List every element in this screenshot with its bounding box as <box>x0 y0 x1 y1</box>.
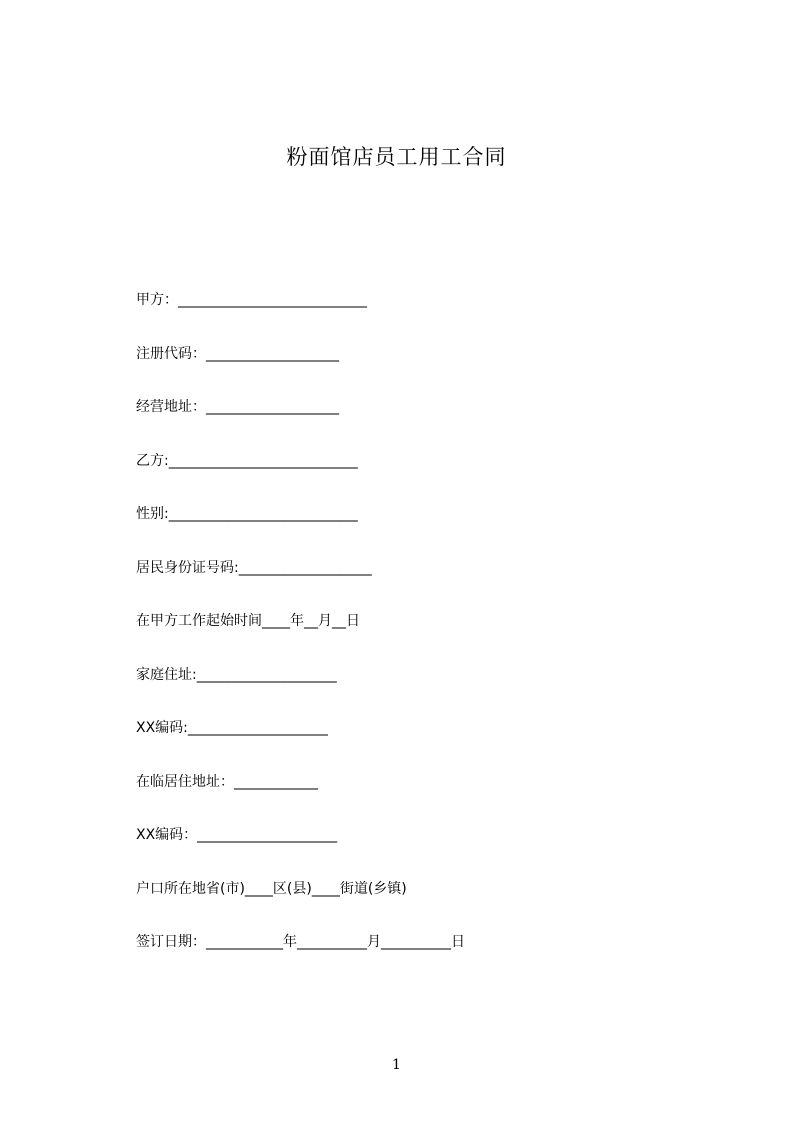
field-registration-code: 注册代码：___________________ <box>136 345 339 362</box>
field-postal-code: XX编码:____________________ <box>136 720 328 736</box>
document-title: 粉面馆店员工用工合同 <box>286 145 507 169</box>
field-party-a: 甲方：___________________________ <box>136 292 367 308</box>
field-gender: 性别:___________________________ <box>136 506 358 522</box>
field-party-b: 乙方:___________________________ <box>136 452 358 469</box>
field-household-registration: 户口所在地省(市)____区(县)____街道(乡镇) <box>136 880 407 897</box>
field-id-number: 居民身份证号码:___________________ <box>136 559 372 576</box>
field-start-date: 在甲方工作起始时间____年__月__日 <box>136 613 360 629</box>
field-postal-code-2: XX编码：____________________ <box>136 827 338 843</box>
field-business-address: 经营地址：___________________ <box>136 399 339 415</box>
contract-field-list <box>136 290 696 986</box>
field-home-address: 家庭住址:____________________ <box>136 666 337 683</box>
page-number: 1 <box>392 1057 401 1073</box>
field-temporary-address: 在临居住地址：____________ <box>136 773 318 790</box>
field-signing-date: 签订日期：___________年__________月__________日 <box>136 934 465 950</box>
